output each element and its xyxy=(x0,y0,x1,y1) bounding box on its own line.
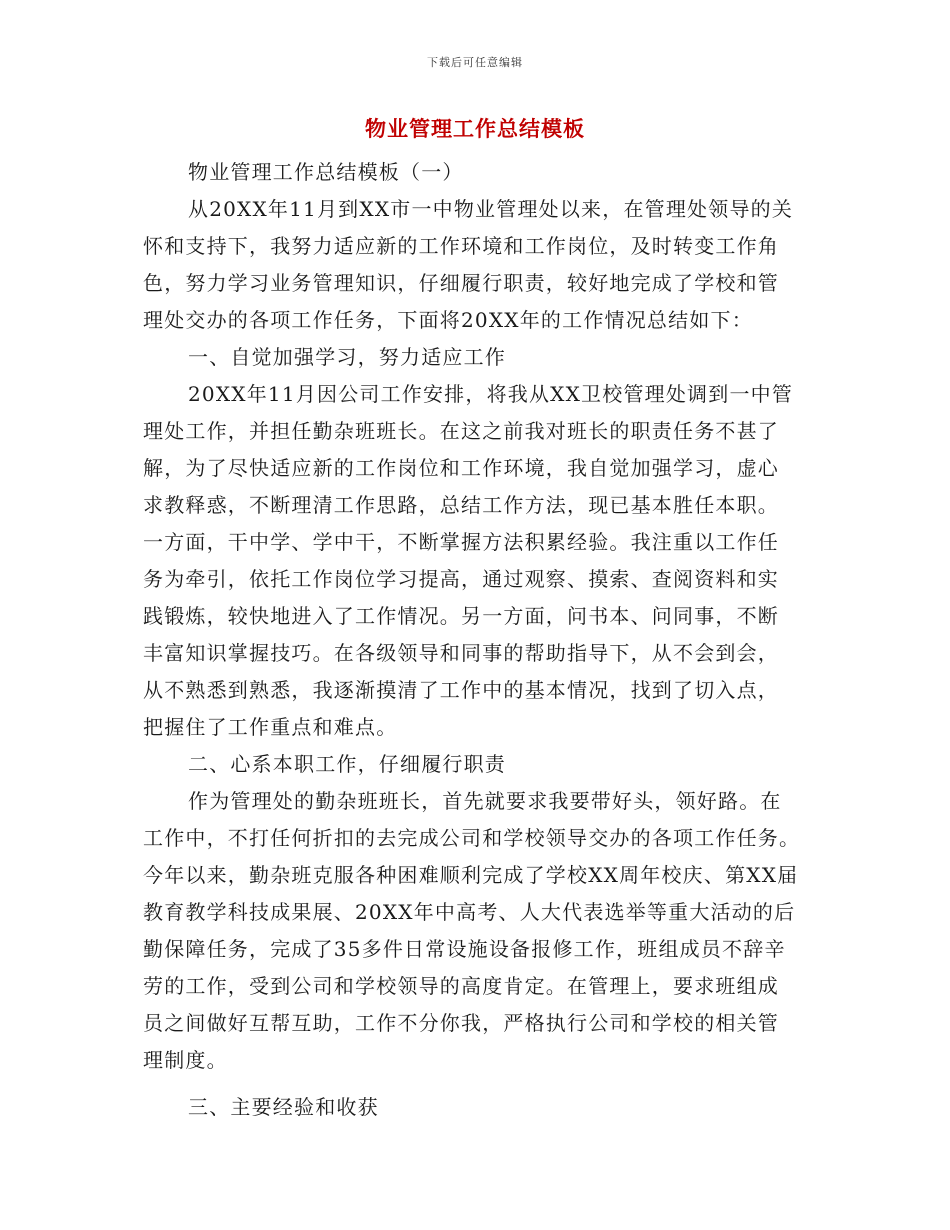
paragraph-line: 员之间做好互帮互助，工作不分你我，严格执行公司和学校的相关管 xyxy=(143,1011,779,1035)
paragraph-line: 作为管理处的勤杂班班长，首先就要求我要带好头，领好路。在 xyxy=(188,789,782,813)
section-heading: 二、心系本职工作，仔细履行职责 xyxy=(188,752,506,776)
document-title: 物业管理工作总结模板 xyxy=(365,116,585,141)
paragraph-line: 理处工作，并担任勤杂班班长。在这之前我对班长的职责任务不甚了 xyxy=(143,419,779,443)
paragraph-line: 从20XX年11月到XX市一中物业管理处以来，在管理处领导的关 xyxy=(188,197,794,221)
paragraph-line: 解，为了尽快适应新的工作岗位和工作环境，我自觉加强学习，虚心 xyxy=(143,456,779,480)
paragraph-line: 劳的工作，受到公司和学校领导的高度肯定。在管理上，要求班组成 xyxy=(143,974,779,998)
paragraph-line: 丰富知识掌握技巧。在各级领导和同事的帮助指导下，从不会到会， xyxy=(143,641,779,665)
page-header-note: 下载后可任意编辑 xyxy=(427,56,523,69)
paragraph-line: 20XX年11月因公司工作安排，将我从XX卫校管理处调到一中管 xyxy=(188,382,794,406)
paragraph-line: 一方面，干中学、学中干，不断掌握方法积累经验。我注重以工作任 xyxy=(143,530,779,554)
document-body xyxy=(143,154,805,1126)
paragraph-line: 怀和支持下，我努力适应新的工作环境和工作岗位，及时转变工作角 xyxy=(143,234,779,258)
paragraph-line: 理处交办的各项工作任务，下面将20XX年的工作情况总结如下： xyxy=(143,308,753,332)
section-heading: 一、自觉加强学习，努力适应工作 xyxy=(188,345,506,369)
paragraph-line: 务为牵引，依托工作岗位学习提高，通过观察、摸索、查阅资料和实 xyxy=(143,567,779,591)
paragraph-line: 把握住了工作重点和难点。 xyxy=(143,715,398,739)
paragraph-line: 工作中，不打任何折扣的去完成公司和学校领导交办的各项工作任务。 xyxy=(143,826,801,850)
paragraph-line: 求教释惑，不断理清工作思路，总结工作方法，现已基本胜任本职。 xyxy=(143,493,779,517)
paragraph-line: 色，努力学习业务管理知识，仔细履行职责，较好地完成了学校和管 xyxy=(143,271,779,295)
paragraph-line: 教育教学科技成果展、20XX年中高考、人大代表选举等重大活动的后 xyxy=(143,900,796,924)
section-heading: 三、主要经验和收获 xyxy=(188,1095,379,1119)
paragraph-line: 践锻炼，较快地进入了工作情况。另一方面，问书本、问同事，不断 xyxy=(143,604,779,628)
paragraph-line: 勤保障任务，完成了35多件日常设施设备报修工作，班组成员不辞辛 xyxy=(143,937,786,961)
paragraph-line: 今年以来，勤杂班克服各种困难顺利完成了学校XX周年校庆、第XX届 xyxy=(143,863,799,887)
paragraph-line: 从不熟悉到熟悉，我逐渐摸清了工作中的基本情况，找到了切入点， xyxy=(143,678,779,702)
paragraph-line: 理制度。 xyxy=(143,1048,228,1072)
subtitle-line: 物业管理工作总结模板（一） xyxy=(188,160,464,184)
